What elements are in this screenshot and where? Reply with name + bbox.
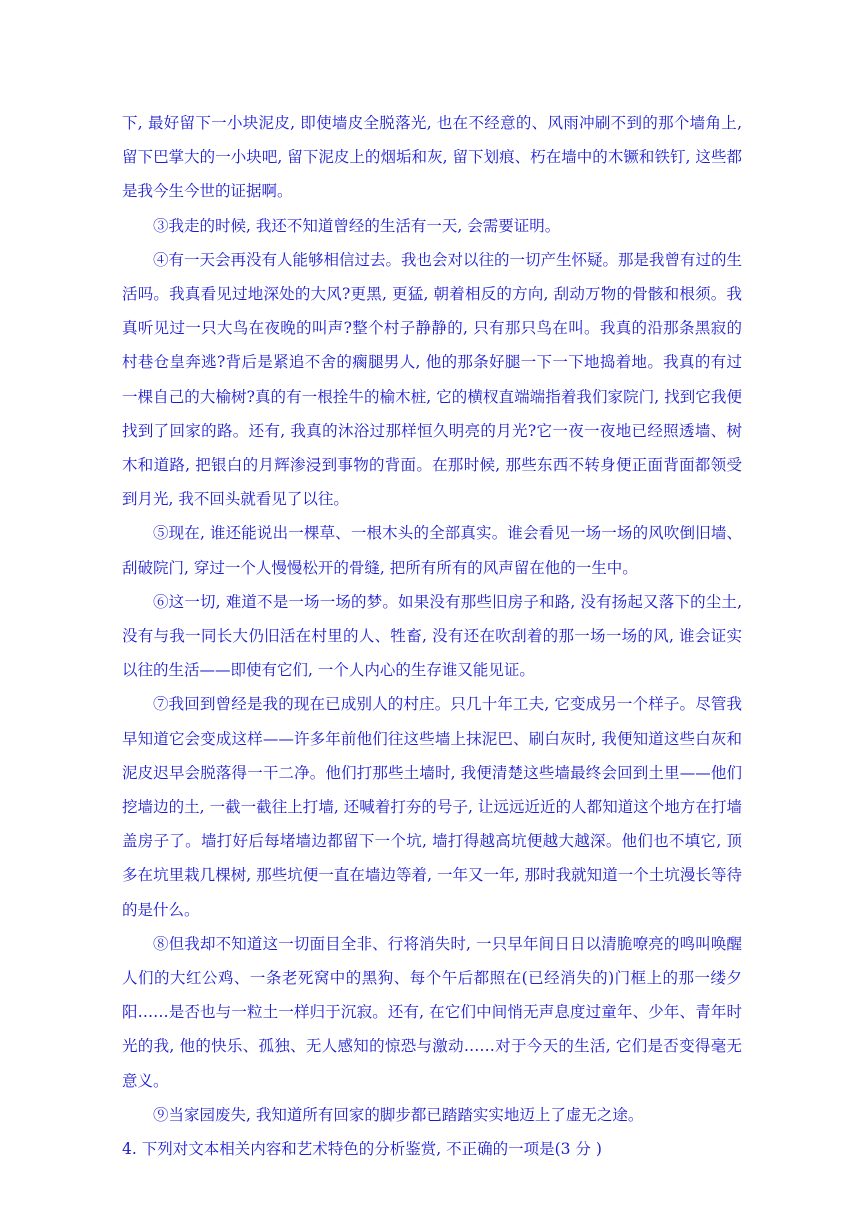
paragraph-9: ⑨当家园废失, 我知道所有回家的脚步都已踏踏实实地迈上了虚无之途。 bbox=[153, 1105, 644, 1124]
question-4: 4. 下列对文本相关内容和艺术特色的分析鉴赏, 不正确的一项是(3 分 ) bbox=[122, 1140, 602, 1159]
article-body bbox=[122, 106, 742, 1166]
paragraph-8: ⑧但我却不知道这一切面目全非、行将消失时, 一只早年间日日以清脆嘹亮的鸣叫唤醒人们的大红公鸡、一条老死窝中的黑狗、每个午后都照在(已经消失的)门框上的那一缕夕阳……是否也与一粒土一样归于沉寂。还有, 在它们中间悄无声息度过童年、少年、青年时光的我, 他的快乐、孤独、无人感知的惊恐与激动……对于今天的生活, 它们是否变得毫无意义。 bbox=[122, 934, 742, 1090]
paragraph-3: ③我走的时候, 我还不知道曾经的生活有一天, 会需要证明。 bbox=[153, 216, 561, 235]
paragraph-7: ⑦我回到曾经是我的现在已成别人的村庄。只几十年工夫, 它变成另一个样子。尽管我早知道它会变成这样——许多年前他们往这些墙上抹泥巴、刷白灰时, 我便知道这些白灰和泥皮迟早会脱落得一干二净。他们打那些土墙时, 我便清楚这些墙最终会回到土里——他们挖墙边的土, 一截一截往上打墙, 还喊着打夯的号子, 让远远近近的人都知道这个地方在打墙盖房子了。墙打好后每堵墙边都留下一个坑, 墙打得越高坑便越大越深。他们也不填它, 顶多在坑里栽几棵树, 那些坑便一直在墙边等着, 一年又一年, 那时我就知道一个土坑漫长等待的是什么。 bbox=[122, 695, 742, 919]
paragraph-4: ④有一天会再没有人能够相信过去。我也会对以往的一切产生怀疑。那是我曾有过的生活吗。我真看见过地深处的大风?更黑, 更猛, 朝着相反的方向, 刮动万物的骨骸和根须。我真听见过一只大鸟在夜晚的叫声?整个村子静静的, 只有那只鸟在叫。我真的沿那条黑寂的村巷仓皇奔逃?背后是紧追不舍的瘸腿男人, 他的那条好腿一下一下地捣着地。我真的有过一棵自己的大榆树?真的有一根拴牛的榆木桩, 它的横杈直端端指着我们家院门, 找到它我便找到了回家的路。还有, 我真的沐浴过那样恒久明亮的月光?它一夜一夜地已经照透墙、树木和道路, 把银白的月辉渗浸到事物的背面。在那时候, 那些东西不转身便正面背面都领受到月光, 我不回头就看见了以往。 bbox=[122, 250, 743, 509]
paragraph-continuation: 下, 最好留下一小块泥皮, 即使墙皮全脱落光, 也在不经意的、风雨冲刷不到的那个墙角上, 留下巴掌大的一小块吧, 留下泥皮上的烟垢和灰, 留下划痕、朽在墙中的木镢和铁钉, 这些都是我今生今世的证据啊。 bbox=[122, 114, 742, 201]
paragraph-6: ⑥这一切, 难道不是一场一场的梦。如果没有那些旧房子和路, 没有扬起又落下的尘土, 没有与我一同长大仍旧活在村里的人、牲畜, 没有还在吹刮着的那一场一场的风, 谁会证实以往的生活——即使有它们, 一个人内心的生存谁又能见证。 bbox=[122, 592, 742, 680]
paragraph-5: ⑤现在, 谁还能说出一棵草、一根木头的全部真实。谁会看见一场一场的风吹倒旧墙、刮破院门, 穿过一个人慢慢松开的骨缝, 把所有所有的风声留在他的一生中。 bbox=[122, 524, 742, 577]
